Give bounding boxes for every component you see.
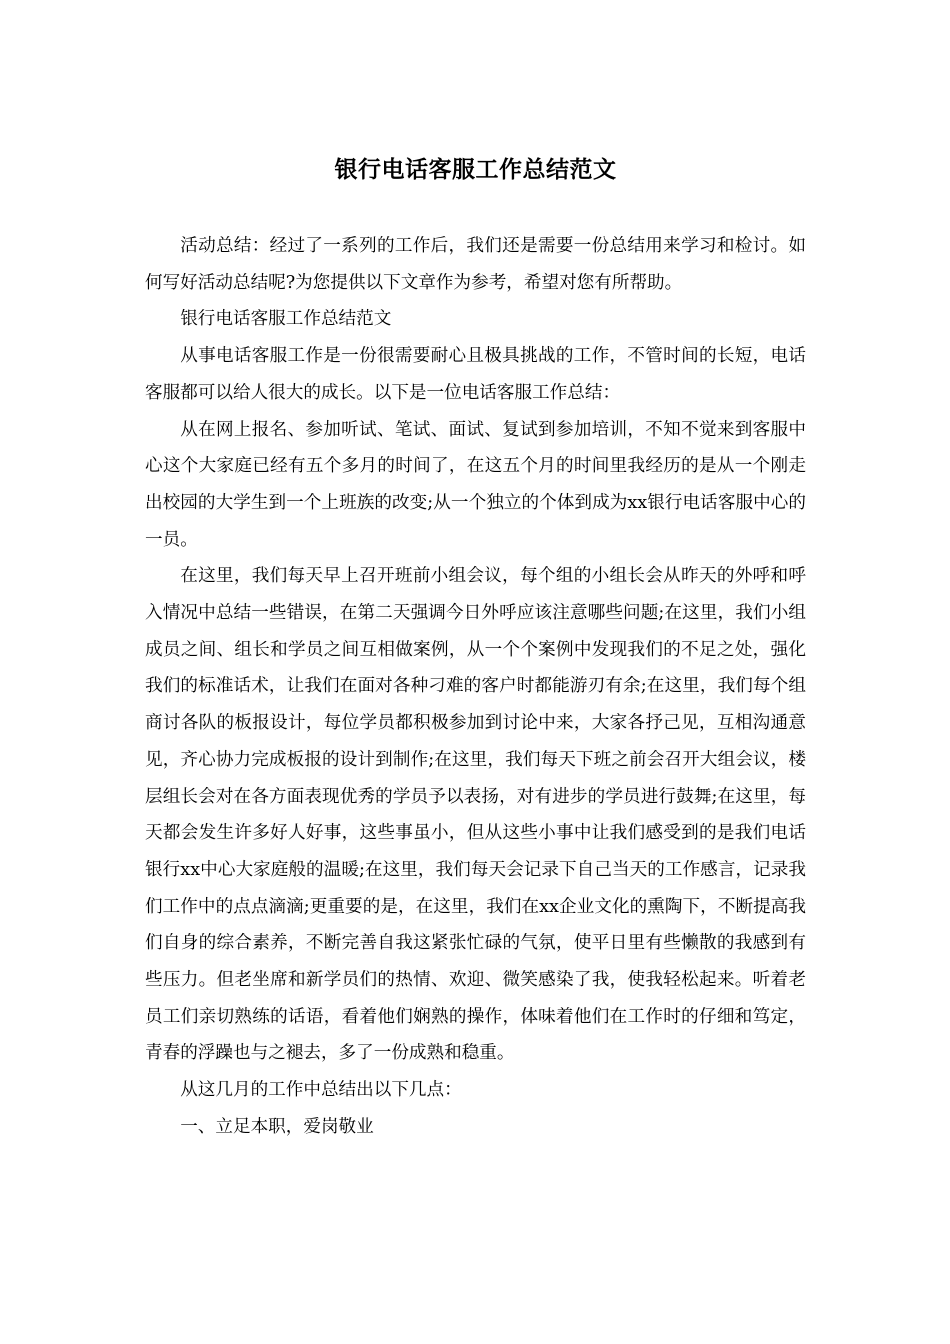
document-title: 银行电话客服工作总结范文 bbox=[334, 157, 617, 183]
paragraph-overview: 从事电话客服工作是一份很需要耐心且极具挑战的工作，不管时间的长短，电话客服都可以给人很大的成长。以下是一位电话客服工作总结： bbox=[145, 346, 806, 403]
paragraph-subtitle: 银行电话客服工作总结范文 bbox=[180, 309, 392, 330]
paragraph-daily-work: 在这里，我们每天早上召开班前小组会议，每个组的小组长会从昨天的外呼和呼入情况中总结一些错误，在第二天强调今日外呼应该注意哪些问题;在这里，我们小组成员之间、组长和学员之间互相做案例，从一个个案例中发现我们的不足之处，强化我们的标准话术，让我们在面对各种刁难的客户时都能游刃有余;在这里，我们每个组商讨各队的板报设计，每位学员都积极参加到讨论中来，大家各抒己见，互相沟通意见，齐心协力完成板报的设计到制作;在这里，我们每天下班之前会召开大组会议，楼层组长会对在各方面表现优秀的学员予以表扬，对有进步的学员进行鼓舞;在这里，每天都会发生许多好人好事，这些事虽小，但从这些小事中让我们感受到的是我们电话银行xx中心大家庭般的温暖;在这里，我们每天会记录下自己当天的工作感言，记录我们工作中的点点滴滴;更重要的是，在这里，我们在xx企业文化的熏陶下，不断提高我们自身的综合素养，不断完善自我这紧张忙碌的气氛，使平日里有些懒散的我感到有些压力。但老坐席和新学员们的热情、欢迎、微笑感染了我，使我轻松起来。听着老员工们亲切熟练的话语，看着他们娴熟的操作，体味着他们在工作时的仔细和笃定，青春的浮躁也与之褪去，多了一份成熟和稳重。 bbox=[145, 566, 806, 1064]
paragraph-summary-lead: 从这几月的工作中总结出以下几点： bbox=[180, 1080, 462, 1101]
paragraph-experience: 从在网上报名、参加听试、笔试、面试、复试到参加培训，不知不觉来到客服中心这个大家庭已经有五个多月的时间了，在这五个月的时间里我经历的是从一个刚走出校园的大学生到一个上班族的改变;从一个独立的个体到成为xx银行电话客服中心的一员。 bbox=[145, 419, 806, 550]
paragraph-intro: 活动总结：经过了一系列的工作后，我们还是需要一份总结用来学习和检讨。如何写好活动总结呢?为您提供以下文章作为参考，希望对您有所帮助。 bbox=[145, 236, 806, 293]
paragraph-section-heading: 一、立足本职，爱岗敬业 bbox=[180, 1116, 374, 1137]
